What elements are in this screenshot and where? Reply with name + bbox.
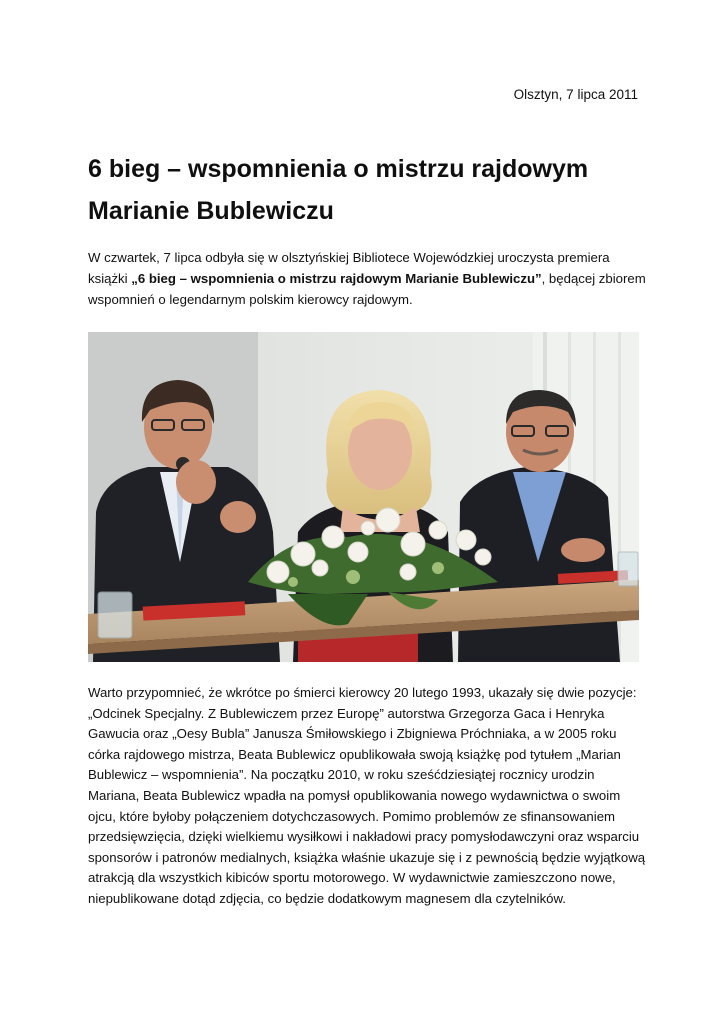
body-paragraph: Warto przypomnieć, że wkrótce po śmierci kierowcy 20 lutego 1993, ukazały się dwie pozycje: „Odcinek Specjalny. Z Bublewiczem przez Europę” autorstwa Grzegorza Gaca i Henryka Gawucia oraz „Oesy Bubla” Janusza Śmiłowskiego i Zbigniewa Próchniaka, a w 2005 roku córka rajdowego mistrza, Beata Bublewicz opublikowała swoją książkę pod tytułem „Marian Bublewicz – wspomnienia”. Na początku 2010, w roku sześćdziesiątej rocznicy urodzin Mariana, Beata Bublewicz wpadła na pomysł opublikowania nowego wydawnictwa o swoim ojcu, które byłoby połączeniem dotychczasowych. Pomimo problemów ze sfinansowaniem przedsięwzięcia, dzięki wielkiemu wysiłkowi i nakładowi pracy pomysłodawczyni oraz wsparciu sponsorów i patronów medialnych, książka właśnie ukazuje się i z pewnością będzie wyjątkową atrakcją dla wszystkich kibiców sportu motorowego. W wydawnictwie zamieszczono nowe, niepublikowane dotąd zdjęcia, co będzie dodatkowym magnesem dla czytelników. (88, 685, 646, 906)
intro-text-end: , będącej zbiorem wspomnień o legendarnym polskim kierowcy rajdowym. (88, 271, 646, 307)
intro-paragraph (88, 247, 648, 310)
book-title-bold: „6 bieg – wspomnienia o mistrzu rajdowym Marianie Bublewiczu” (131, 271, 542, 286)
document-title: 6 bieg – wspomnienia o mistrzu rajdowym Marianie Bublewiczu (88, 155, 589, 225)
event-photo (88, 332, 639, 662)
intro-text-start: W czwartek, 7 lipca odbyła się w olsztyńskiej Bibliotece Wojewódzkiej uroczysta premiera książki (88, 250, 610, 286)
book-premiere-photo-icon (88, 332, 639, 662)
document-date: Olsztyn, 7 lipca 2011 (513, 87, 638, 102)
